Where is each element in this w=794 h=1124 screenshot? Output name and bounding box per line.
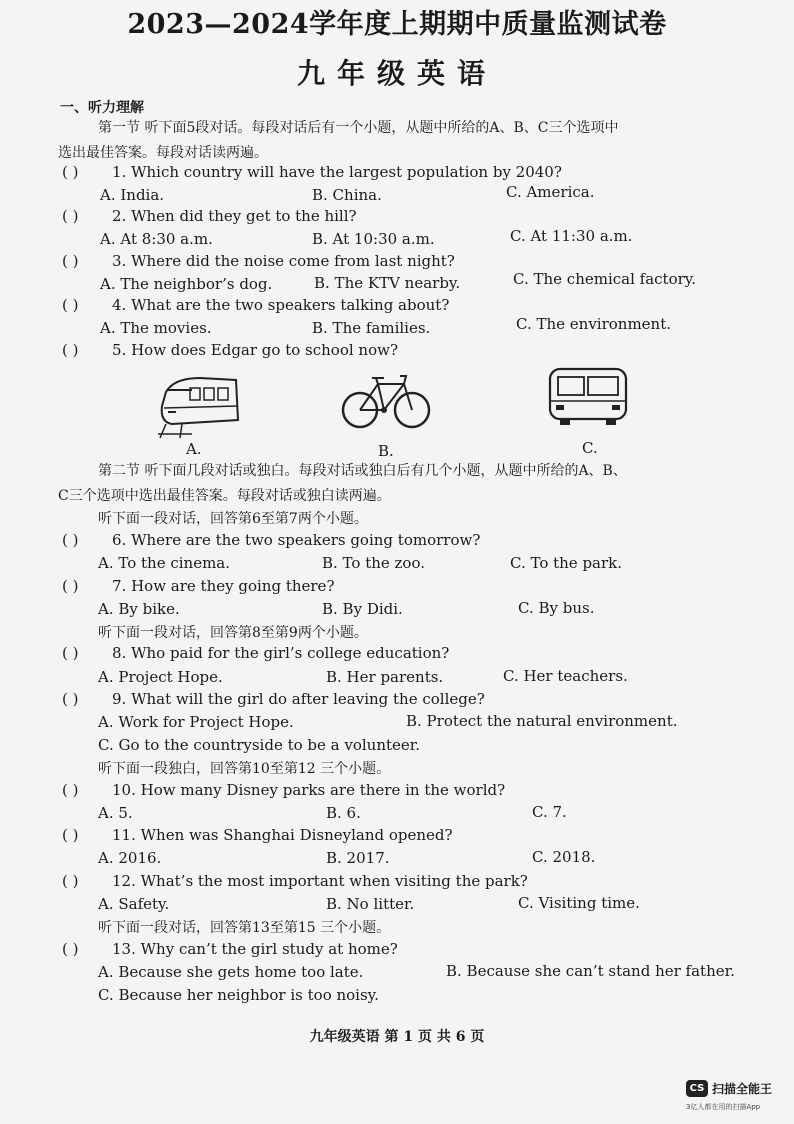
option-c: C. 2018. — [532, 848, 596, 866]
bicycle-icon — [340, 370, 432, 432]
option-b: B. 2017. — [326, 849, 390, 867]
option-a: A. India. — [100, 186, 165, 204]
answer-bracket: ( ) — [62, 644, 79, 662]
option-b: B. Protect the natural environment. — [406, 712, 678, 730]
option-c: C. 7. — [532, 803, 567, 821]
option-c: C. The chemical factory. — [513, 270, 697, 288]
option-a: A. Project Hope. — [98, 668, 223, 686]
question-stem: 5. How does Edgar go to school now? — [112, 341, 398, 359]
option-b: B. The KTV nearby. — [314, 274, 461, 292]
answer-bracket: ( ) — [62, 296, 79, 314]
option-b: B. Her parents. — [326, 668, 444, 686]
scanner-watermark — [686, 1080, 772, 1097]
group-instruction: 听下面一段对话，回答第8至第9两个小题。 — [98, 625, 368, 641]
section-heading: 一、听力理解 — [60, 100, 144, 116]
answer-bracket: ( ) — [62, 531, 79, 549]
option-a: A. The neighbor’s dog. — [100, 275, 273, 293]
option-b: B. China. — [312, 186, 382, 204]
bus-icon — [546, 365, 632, 427]
question-stem: 7. How are they going there? — [112, 577, 335, 595]
question-stem: 3. Where did the noise come from last night? — [112, 252, 455, 270]
answer-bracket: ( ) — [62, 163, 79, 181]
option-c: C. Visiting time. — [518, 894, 640, 912]
answer-bracket: ( ) — [62, 781, 79, 799]
answer-bracket: ( ) — [62, 872, 79, 890]
option-b: B. No litter. — [326, 895, 415, 913]
option-c: C. To the park. — [510, 554, 623, 572]
exam-subtitle: 九年级英语 — [296, 57, 497, 90]
scanner-tagline: 3亿人都在用的扫描App — [686, 1103, 761, 1111]
option-a: A. At 8:30 a.m. — [100, 230, 213, 248]
picture-label-b: B. — [378, 442, 394, 460]
option-a: A. Work for Project Hope. — [98, 713, 294, 731]
option-c: C. America. — [506, 183, 595, 201]
option-a: A. The movies. — [100, 319, 212, 337]
answer-bracket: ( ) — [62, 826, 79, 844]
option-a: A. Safety. — [98, 895, 170, 913]
question-stem: 12. What’s the most important when visiting the park? — [112, 872, 528, 890]
part2-instruction: 第二节 听下面几段对话或独白。每段对话或独白后有几个小题，从题中所给的A、B、 — [98, 463, 627, 479]
picture-label-a: A. — [186, 440, 202, 458]
part2-instruction-cont: C三个选项中选出最佳答案。每段对话或独白读两遍。 — [58, 488, 391, 504]
question-stem: 4. What are the two speakers talking about? — [112, 296, 450, 314]
group-instruction: 听下面一段独白，回答第10至第12 三个小题。 — [98, 761, 391, 777]
question-stem: 8. Who paid for the girl’s college education? — [112, 644, 450, 662]
option-c: C. By bus. — [518, 599, 595, 617]
option-c: C. At 11:30 a.m. — [510, 227, 633, 245]
exam-title: 2023—2024学年度上期期中质量监测试卷 — [127, 9, 667, 40]
group-instruction: 听下面一段对话，回答第6至第7两个小题。 — [98, 511, 368, 527]
option-b: B. 6. — [326, 804, 361, 822]
answer-bracket: ( ) — [62, 940, 79, 958]
option-c: C. Her teachers. — [503, 667, 628, 685]
question-stem: 2. When did they get to the hill? — [112, 207, 357, 225]
question-stem: 13. Why can’t the girl study at home? — [112, 940, 398, 958]
train-icon — [152, 372, 244, 442]
part1-instruction: 第一节 听下面5段对话。每段对话后有一个小题，从题中所给的A、B、C三个选项中 — [98, 120, 619, 136]
question-stem: 1. Which country will have the largest population by 2040? — [112, 163, 562, 181]
group-instruction: 听下面一段对话，回答第13至第15 三个小题。 — [98, 920, 391, 936]
option-b: B. At 10:30 a.m. — [312, 230, 435, 248]
option-a: A. Because she gets home too late. — [98, 963, 364, 981]
question-stem: 11. When was Shanghai Disneyland opened? — [112, 826, 453, 844]
option-b: B. By Didi. — [322, 600, 403, 618]
answer-bracket: ( ) — [62, 577, 79, 595]
option-c: C. Because her neighbor is too noisy. — [98, 986, 379, 1004]
page-footer: 九年级英语 第 1 页 共 6 页 — [309, 1029, 485, 1045]
option-a: A. By bike. — [98, 600, 180, 618]
option-b: B. To the zoo. — [322, 554, 426, 572]
question-stem: 9. What will the girl do after leaving the college? — [112, 690, 485, 708]
question-stem: 10. How many Disney parks are there in the world? — [112, 781, 506, 799]
answer-bracket: ( ) — [62, 252, 79, 270]
answer-bracket: ( ) — [62, 690, 79, 708]
part1-instruction-cont: 选出最佳答案。每段对话读两遍。 — [58, 145, 268, 161]
option-c: C. The environment. — [516, 315, 672, 333]
option-a: A. 5. — [98, 804, 133, 822]
option-a: A. 2016. — [98, 849, 162, 867]
option-b: B. The families. — [312, 319, 431, 337]
answer-bracket: ( ) — [62, 207, 79, 225]
option-c: C. Go to the countryside to be a volunteer. — [98, 736, 421, 754]
answer-bracket: ( ) — [62, 341, 79, 359]
scanner-logo-icon: CS — [686, 1080, 708, 1097]
option-b: B. Because she can’t stand her father. — [446, 962, 735, 980]
picture-label-c: C. — [582, 439, 598, 457]
question-stem: 6. Where are the two speakers going tomorrow? — [112, 531, 481, 549]
option-a: A. To the cinema. — [98, 554, 231, 572]
scanner-name: 扫描全能王 — [712, 1082, 773, 1096]
